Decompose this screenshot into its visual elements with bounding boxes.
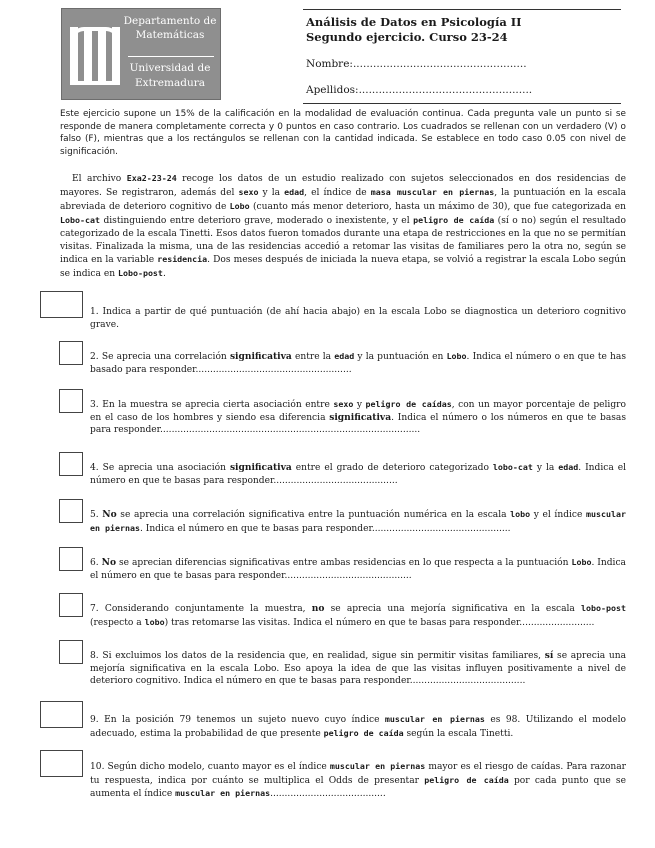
surname-field[interactable]	[306, 84, 532, 96]
answer-box-1[interactable]	[40, 291, 83, 318]
exam-subtitle: Segundo ejercicio. Curso 23-24	[306, 30, 508, 44]
logo-univ-line1: Universidad de	[129, 62, 211, 74]
context-paragraph: El archivo Exa2-23-24 recoge los datos de un estudio realizado con sujetos seleccionados en dos residencias de mayores. Se registraron, además del sexo y la edad, el índice de masa muscular en piernas, la puntuación en la escala abreviada de deterioro cognitivo de Lobo (cuanto más menor deterioro, hasta un máximo de 30), que fue categorizada en Lobo-cat distinguiendo entre deterioro grave, moderado o inexistente, y el peligro de caída (sí o no) según el resultado categorizado de la escala Tinetti. Esos datos fueron tomados durante una etapa de restricciones en la que no se permitían visitas. Finalizada la misma, una de las residencias accedió a retomar las visitas de familiares pero la otra no, según se indica en la variable residencia. Dos meses después de iniciada la nueva etapa, se volvió a registrar la escala Lobo según se indica en Lobo-post.	[60, 173, 627, 280]
question-1: 1. Indica a partir de qué puntuación (de ahí hacia abajo) en la escala Lobo se diagnostica un deterioro cognitivo grave.	[90, 307, 626, 330]
question-7: 7. Considerando conjuntamente la muestra, no se aprecia una mejoría significativa en la escala lobo-post (respecto a lobo) tras retomarse las visitas. Indica el número en que te basas para responder..........................	[90, 603, 626, 628]
answer-box-4[interactable]	[59, 452, 83, 476]
header-top-rule	[303, 9, 621, 10]
question-3: 3. En la muestra se aprecia cierta asociación entre sexo y peligro de caídas, con un mayor porcentaje de peligro en el caso de los hombres y siendo esa diferencia significativa. Indica el número o los números en que te basas para responder..........................................................................................	[90, 399, 627, 436]
question-6: 6. No se aprecian diferencias significativas entre ambas residencias en lo que respecta a la puntuación Lobo. Indica el número en que te basas para responder............................................	[90, 557, 626, 581]
answer-box-3[interactable]	[59, 389, 83, 413]
logo-dept-line2: Matemáticas	[135, 29, 205, 41]
question-8: 8. Si excluimos los datos de la residencia que, en realidad, sigue sin permitir visitas familiares, sí se aprecia una mejoría significativa en la escala Lobo. Eso apoya la idea de que las visitas influyen positivamente a nivel de deterioro cognitivo. Indica el número en que te basas para responder........................................	[90, 650, 626, 687]
answer-box-10[interactable]	[40, 750, 83, 777]
surname-dots: ....................................................	[358, 84, 533, 96]
logo-emblem-icon	[70, 27, 120, 81]
answer-box-2[interactable]	[59, 341, 83, 365]
answer-box-5[interactable]	[59, 499, 83, 523]
question-10: 10. Según dicho modelo, cuanto mayor es el índice muscular en piernas mayor es el riesgo de caídas. Para razonar tu respuesta, indica por cuánto se multiplica el Odds de presentar peligro de caída por cada punto que se aumenta el índice muscular en piernas........................................	[90, 761, 626, 800]
name-field[interactable]	[306, 58, 527, 70]
logo-dept-line1: Departamento de	[123, 15, 217, 27]
answer-box-6[interactable]	[59, 547, 83, 571]
answer-box-9[interactable]	[40, 701, 83, 728]
exam-title: Análisis de Datos en Psicología II	[306, 15, 522, 29]
surname-label: Apellidos:	[306, 84, 359, 96]
answer-box-7[interactable]	[59, 593, 83, 617]
header-bottom-rule	[303, 103, 621, 104]
answer-box-8[interactable]	[59, 640, 83, 664]
university-logo	[61, 8, 221, 100]
question-5: 5. No se aprecia una correlación significativa entre la puntuación numérica en la escala lobo y el índice muscular en piernas. Indica el número en que te basas para responder................................................	[90, 509, 626, 534]
question-9: 9. En la posición 79 tenemos un sujeto nuevo cuyo índice muscular en piernas es 98. Utilizando el modelo adecuado, estima la probabilidad de que presente peligro de caída según la escala Tinetti.	[90, 714, 626, 739]
name-label: Nombre:	[306, 58, 353, 70]
logo-univ-line2: Extremadura	[134, 77, 206, 89]
question-4: 4. Se aprecia una asociación significativa entre el grado de deterioro categorizado lobo-cat y la edad. Indica el número en que te basas para responder...........................................	[90, 462, 627, 486]
question-2: 2. Se aprecia una correlación significativa entre la edad y la puntuación en Lobo. Indica el número o en que te has basado para responder......................................................	[90, 351, 627, 375]
instructions-paragraph: Este ejercicio supone un 15% de la calificación en la modalidad de evaluación continua. Cada pregunta vale un punto si se responde de manera completamente correcta y 0 puntos en caso contrario. Los cuadrados se rellenan con un verdadero (V) o falso (F), mientras que a los rectángulos se rellenan con la cantidad indicada. Se establece en todo caso 0.05 con nivel de significación.	[60, 109, 626, 157]
name-dots: ....................................................	[352, 58, 527, 70]
